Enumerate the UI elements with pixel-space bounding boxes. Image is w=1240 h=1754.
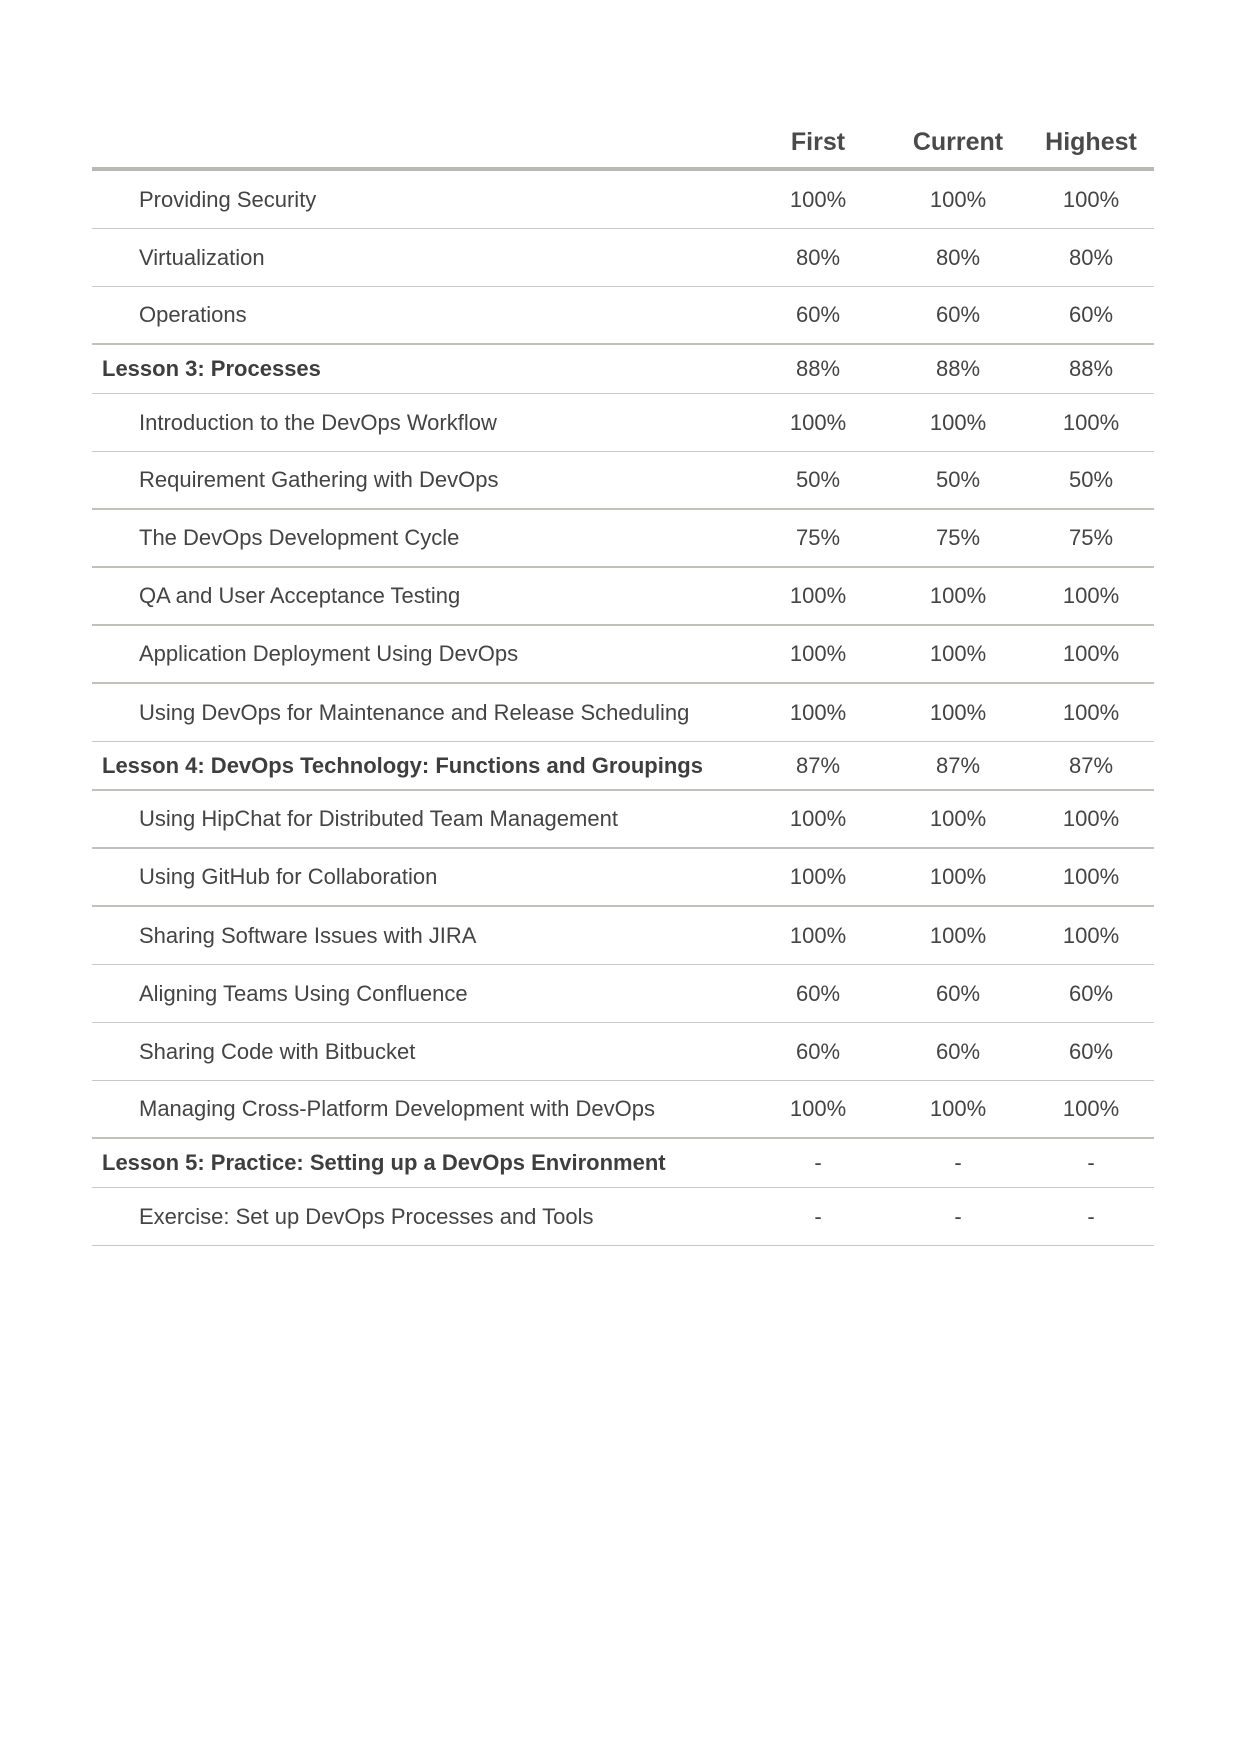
lesson-row xyxy=(92,1139,1154,1188)
progress-table xyxy=(92,118,1154,1246)
header-highest: Highest xyxy=(1045,128,1137,156)
table-row xyxy=(92,287,1154,345)
score-highest: 80% xyxy=(1068,244,1114,270)
row-label: Requirement Gathering with DevOps xyxy=(139,467,499,492)
lesson-title: Lesson 3: Processes xyxy=(102,356,321,381)
score-highest: 60% xyxy=(1068,302,1114,327)
score-highest: - xyxy=(1087,1203,1095,1229)
score-first: 100% xyxy=(789,641,847,666)
score-first: - xyxy=(814,1203,822,1229)
score-current: 100% xyxy=(929,186,987,212)
row-label: Application Deployment Using DevOps xyxy=(139,641,519,666)
row-label: Virtualization xyxy=(139,244,265,270)
score-first: 75% xyxy=(795,525,841,550)
score-current: 60% xyxy=(935,1038,981,1064)
score-highest: 60% xyxy=(1068,980,1114,1006)
score-highest: 100% xyxy=(1062,864,1120,889)
table-row xyxy=(92,965,1154,1023)
score-first: 100% xyxy=(789,186,847,212)
table-row xyxy=(92,684,1154,742)
score-first: 60% xyxy=(795,980,841,1006)
score-highest: 87% xyxy=(1068,752,1114,778)
score-highest: 100% xyxy=(1062,699,1120,725)
row-label: The DevOps Development Cycle xyxy=(139,525,460,550)
table-row xyxy=(92,1188,1154,1246)
row-label: Providing Security xyxy=(139,186,317,212)
row-label: Exercise: Set up DevOps Processes and Tools xyxy=(139,1203,594,1229)
score-current: 100% xyxy=(929,806,987,831)
table-row xyxy=(92,907,1154,965)
table-row xyxy=(92,1081,1154,1139)
score-current: 100% xyxy=(929,922,987,948)
lesson-title: Lesson 5: Practice: Setting up a DevOps Environment xyxy=(102,1150,666,1175)
score-current: 100% xyxy=(929,409,987,435)
score-highest: 75% xyxy=(1068,525,1114,550)
score-current: 100% xyxy=(929,583,987,608)
score-highest: - xyxy=(1087,1150,1095,1175)
table-row xyxy=(92,849,1154,907)
score-highest: 50% xyxy=(1068,467,1114,492)
table-row xyxy=(92,568,1154,626)
score-highest: 88% xyxy=(1068,356,1114,381)
score-first: 50% xyxy=(795,467,841,492)
table-header xyxy=(92,118,1154,171)
score-first: 60% xyxy=(795,1038,841,1064)
score-first: 88% xyxy=(795,356,841,381)
row-label: Managing Cross-Platform Development with DevOps xyxy=(139,1096,655,1121)
score-highest: 100% xyxy=(1062,186,1120,212)
header-first: First xyxy=(790,128,846,156)
score-first: 100% xyxy=(789,864,847,889)
score-current: 60% xyxy=(935,302,981,327)
table-row xyxy=(92,229,1154,287)
score-highest: 100% xyxy=(1062,641,1120,666)
score-first: 87% xyxy=(795,752,841,778)
score-first: 100% xyxy=(789,806,847,831)
header-current: Current xyxy=(912,128,1004,156)
table-row xyxy=(92,1023,1154,1081)
score-highest: 100% xyxy=(1062,806,1120,831)
lesson-row xyxy=(92,345,1154,394)
table-row xyxy=(92,791,1154,849)
score-current: 87% xyxy=(935,752,981,778)
row-label: QA and User Acceptance Testing xyxy=(139,583,461,608)
score-first: 60% xyxy=(795,302,841,327)
score-first: 80% xyxy=(795,244,841,270)
row-label: Sharing Software Issues with JIRA xyxy=(139,922,477,948)
score-current: 88% xyxy=(935,356,981,381)
score-highest: 100% xyxy=(1062,409,1120,435)
row-label: Sharing Code with Bitbucket xyxy=(139,1038,416,1064)
score-highest: 60% xyxy=(1068,1038,1114,1064)
score-current: - xyxy=(954,1203,962,1229)
score-current: 100% xyxy=(929,641,987,666)
row-label: Using DevOps for Maintenance and Release Scheduling xyxy=(139,699,690,725)
score-current: 100% xyxy=(929,864,987,889)
row-label: Using GitHub for Collaboration xyxy=(139,864,438,889)
score-first: - xyxy=(814,1150,822,1175)
table-row xyxy=(92,394,1154,452)
score-highest: 100% xyxy=(1062,583,1120,608)
score-current: 60% xyxy=(935,980,981,1006)
score-highest: 100% xyxy=(1062,1096,1120,1121)
score-first: 100% xyxy=(789,922,847,948)
table-row xyxy=(92,510,1154,568)
table-row xyxy=(92,626,1154,684)
score-first: 100% xyxy=(789,409,847,435)
lesson-row xyxy=(92,742,1154,791)
score-current: 80% xyxy=(935,244,981,270)
score-current: 100% xyxy=(929,1096,987,1121)
score-highest: 100% xyxy=(1062,922,1120,948)
score-first: 100% xyxy=(789,1096,847,1121)
table-row xyxy=(92,452,1154,510)
score-current: 75% xyxy=(935,525,981,550)
score-current: - xyxy=(954,1150,962,1175)
header-spacer xyxy=(92,118,748,167)
row-label: Aligning Teams Using Confluence xyxy=(139,980,468,1006)
table-row xyxy=(92,171,1154,229)
score-current: 100% xyxy=(929,699,987,725)
score-current: 50% xyxy=(935,467,981,492)
row-label: Using HipChat for Distributed Team Management xyxy=(139,806,618,831)
score-first: 100% xyxy=(789,583,847,608)
lesson-title: Lesson 4: DevOps Technology: Functions and Groupings xyxy=(102,752,703,778)
score-first: 100% xyxy=(789,699,847,725)
row-label: Introduction to the DevOps Workflow xyxy=(139,409,497,435)
row-label: Operations xyxy=(139,302,247,327)
